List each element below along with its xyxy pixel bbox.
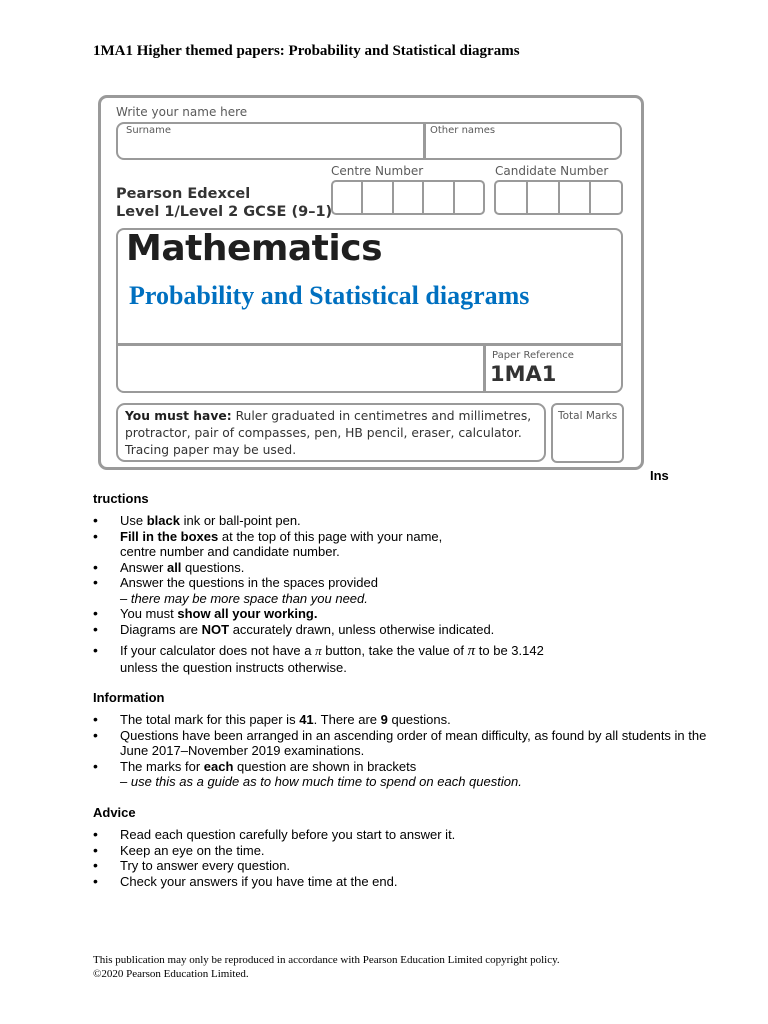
- list-item: • Read each question carefully before you start to answer it.: [93, 827, 713, 843]
- centre-number-cell[interactable]: [394, 182, 424, 213]
- centre-number-cell[interactable]: [455, 182, 483, 213]
- centre-number-cell[interactable]: [424, 182, 454, 213]
- candidate-number-cell[interactable]: [591, 182, 621, 213]
- requirements-text: [125, 408, 543, 459]
- requirements-line: Ruler graduated in centimetres and millimetres,: [235, 409, 532, 423]
- centre-number-cell[interactable]: [333, 182, 363, 213]
- information-heading: Information: [93, 690, 165, 705]
- list-item: • The marks for each question are shown in brackets – use this as a guide as to how much time to spend on each question.: [93, 759, 713, 790]
- list-item: • Check your answers if you have time at the end.: [93, 874, 713, 890]
- instructions-heading-part: tructions: [93, 491, 149, 506]
- list-item: • If your calculator does not have a π button, take the value of π to be 3.142 unless the question instructs otherwise.: [93, 643, 713, 675]
- list-item: • Try to answer every question.: [93, 858, 713, 874]
- information-list: [93, 712, 713, 790]
- other-names-label: Other names: [430, 125, 496, 136]
- name-field-divider: [423, 124, 426, 158]
- name-field-box[interactable]: [116, 122, 622, 160]
- candidate-number-cell[interactable]: [496, 182, 528, 213]
- centre-number-cell[interactable]: [363, 182, 393, 213]
- paper-reference-label: Paper Reference: [492, 350, 574, 361]
- paper-reference-divider: [483, 344, 486, 391]
- surname-label: Surname: [126, 125, 171, 136]
- candidate-number-boxes[interactable]: [494, 180, 623, 215]
- candidate-number-cell[interactable]: [528, 182, 560, 213]
- exam-board: Pearson Edexcel: [116, 186, 251, 202]
- advice-list: [93, 827, 713, 889]
- document-header: 1MA1 Higher themed papers: Probability and Statistical diagrams: [93, 43, 520, 59]
- list-item: • Answer all questions.: [93, 560, 713, 576]
- copyright-notice: This publication may only be reproduced in accordance with Pearson Education Limited copyright policy.: [93, 954, 560, 966]
- list-item: • You must show all your working.: [93, 606, 713, 622]
- candidate-number-label: Candidate Number: [495, 164, 609, 178]
- copyright-line: ©2020 Pearson Education Limited.: [93, 968, 249, 980]
- subject-title: Mathematics: [126, 228, 382, 269]
- instructions-heading-part: Ins: [650, 468, 669, 483]
- requirements-line: protractor, pair of compasses, pen, HB pencil, eraser, calculator.: [125, 426, 522, 440]
- list-item: • Keep an eye on the time.: [93, 843, 713, 859]
- list-item: • Fill in the boxes at the top of this page with your name, centre number and candidate number.: [93, 529, 713, 560]
- instructions-list: [93, 513, 713, 675]
- requirements-label: You must have:: [125, 409, 232, 423]
- paper-title: Probability and Statistical diagrams: [129, 281, 530, 310]
- list-item: • Use black ink or ball-point pen.: [93, 513, 713, 529]
- list-item: • Diagrams are NOT accurately drawn, unless otherwise indicated.: [93, 622, 713, 638]
- centre-number-label: Centre Number: [331, 164, 424, 178]
- candidate-number-cell[interactable]: [560, 182, 592, 213]
- paper-reference-code: 1MA1: [490, 362, 557, 386]
- subject-box-divider: [118, 343, 621, 346]
- write-name-label: Write your name here: [116, 105, 248, 119]
- requirements-line: Tracing paper may be used.: [125, 443, 297, 457]
- qualification-level: Level 1/Level 2 GCSE (9–1): [116, 204, 333, 220]
- centre-number-boxes[interactable]: [331, 180, 485, 215]
- list-item: • Questions have been arranged in an ascending order of mean difficulty, as found by all students in the June 2017–November 2019 examinations.: [93, 728, 713, 759]
- advice-heading: Advice: [93, 805, 136, 820]
- list-item: • The total mark for this paper is 41. There are 9 questions.: [93, 712, 713, 728]
- total-marks-label: Total Marks: [558, 410, 618, 422]
- list-item: • Answer the questions in the spaces provided – there may be more space than you need.: [93, 575, 713, 606]
